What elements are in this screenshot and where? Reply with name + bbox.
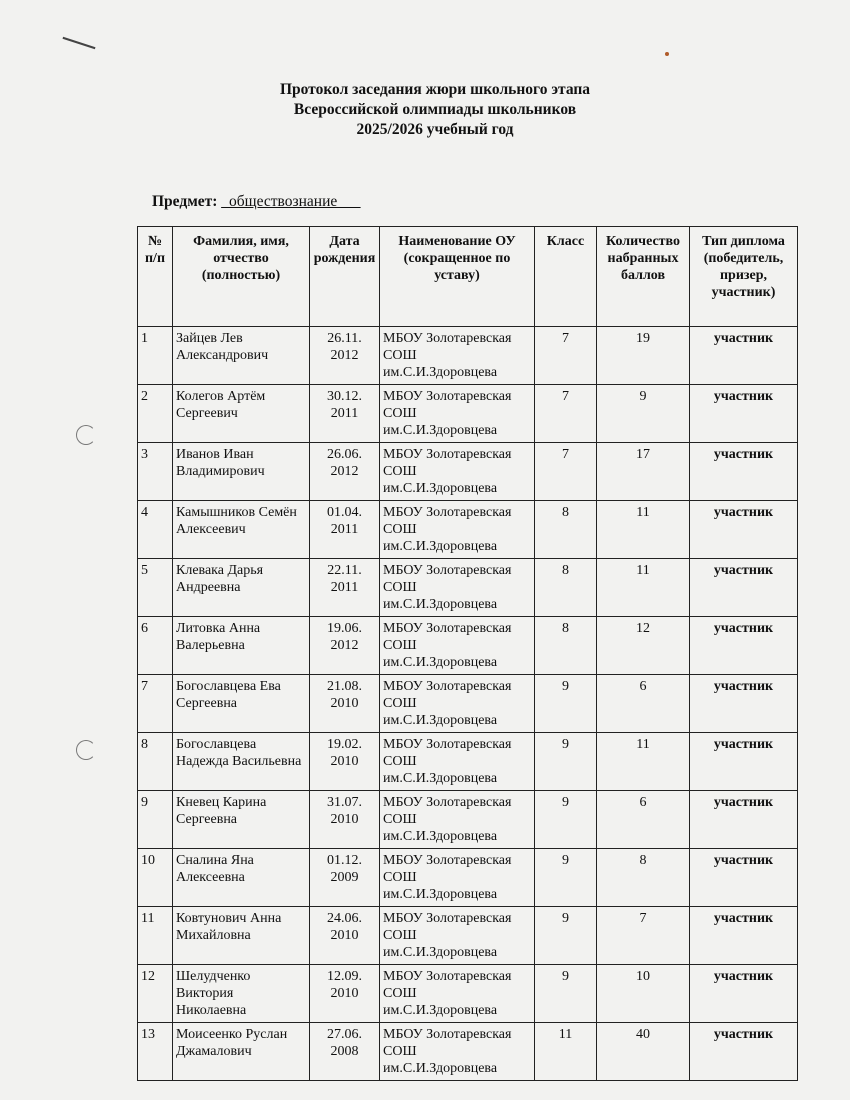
school-name-cell: МБОУ Золотаревская СОШ им.С.И.Здоровцева bbox=[380, 907, 535, 965]
table-row bbox=[138, 501, 798, 559]
punch-hole-mark bbox=[76, 425, 96, 445]
student-name-cell: Кневец Карина Сергеевна bbox=[173, 791, 310, 849]
birth-date-cell: 27.06. 2008 bbox=[310, 1023, 380, 1081]
birth-date-cell: 21.08. 2010 bbox=[310, 675, 380, 733]
ink-speck bbox=[665, 52, 669, 56]
header-num: № п/п bbox=[138, 227, 173, 327]
school-name-cell: МБОУ Золотаревская СОШ им.С.И.Здоровцева bbox=[380, 675, 535, 733]
row-number-cell: 4 bbox=[138, 501, 173, 559]
diploma-type-cell: участник bbox=[690, 1023, 798, 1081]
student-name-cell: Богославцева Надежда Васильевна bbox=[173, 733, 310, 791]
student-name-cell: Сналина Яна Алексеевна bbox=[173, 849, 310, 907]
birth-date-cell: 31.07. 2010 bbox=[310, 791, 380, 849]
row-number-cell: 2 bbox=[138, 385, 173, 443]
student-name-cell: Литовка Анна Валерьевна bbox=[173, 617, 310, 675]
birth-date-cell: 12.09. 2010 bbox=[310, 965, 380, 1023]
header-type: Тип диплома (победитель, призер, участник) bbox=[690, 227, 798, 327]
grade-cell: 9 bbox=[535, 849, 597, 907]
row-number-cell: 6 bbox=[138, 617, 173, 675]
diploma-type-cell: участник bbox=[690, 327, 798, 385]
grade-cell: 9 bbox=[535, 675, 597, 733]
score-cell: 6 bbox=[597, 791, 690, 849]
row-number-cell: 10 bbox=[138, 849, 173, 907]
diploma-type-cell: участник bbox=[690, 965, 798, 1023]
school-name-cell: МБОУ Золотаревская СОШ им.С.И.Здоровцева bbox=[380, 965, 535, 1023]
row-number-cell: 3 bbox=[138, 443, 173, 501]
birth-date-cell: 19.06. 2012 bbox=[310, 617, 380, 675]
school-name-cell: МБОУ Золотаревская СОШ им.С.И.Здоровцева bbox=[380, 791, 535, 849]
student-name-cell: Зайцев Лев Александрович bbox=[173, 327, 310, 385]
school-name-cell: МБОУ Золотаревская СОШ им.С.И.Здоровцева bbox=[380, 501, 535, 559]
birth-date-cell: 22.11. 2011 bbox=[310, 559, 380, 617]
pen-mark bbox=[63, 37, 96, 49]
student-name-cell: Моисеенко Руслан Джамалович bbox=[173, 1023, 310, 1081]
school-name-cell: МБОУ Золотаревская СОШ им.С.И.Здоровцева bbox=[380, 559, 535, 617]
table-row bbox=[138, 791, 798, 849]
row-number-cell: 11 bbox=[138, 907, 173, 965]
grade-cell: 11 bbox=[535, 1023, 597, 1081]
subject-label: Предмет: bbox=[152, 193, 218, 210]
diploma-type-cell: участник bbox=[690, 385, 798, 443]
subject-value: _обществознание___ bbox=[221, 193, 361, 210]
score-cell: 19 bbox=[597, 327, 690, 385]
diploma-type-cell: участник bbox=[690, 675, 798, 733]
table-row bbox=[138, 443, 798, 501]
birth-date-cell: 26.11. 2012 bbox=[310, 327, 380, 385]
header-name: Фамилия, имя, отчество (полностью) bbox=[173, 227, 310, 327]
diploma-type-cell: участник bbox=[690, 907, 798, 965]
score-cell: 6 bbox=[597, 675, 690, 733]
row-number-cell: 1 bbox=[138, 327, 173, 385]
student-name-cell: Ковтунович Анна Михайловна bbox=[173, 907, 310, 965]
school-name-cell: МБОУ Золотаревская СОШ им.С.И.Здоровцева bbox=[380, 733, 535, 791]
header-line-3: 2025/2026 учебный год bbox=[356, 121, 514, 138]
birth-date-cell: 19.02. 2010 bbox=[310, 733, 380, 791]
table-row bbox=[138, 849, 798, 907]
punch-hole-mark bbox=[76, 740, 96, 760]
table-row bbox=[138, 675, 798, 733]
row-number-cell: 13 bbox=[138, 1023, 173, 1081]
score-cell: 8 bbox=[597, 849, 690, 907]
score-cell: 7 bbox=[597, 907, 690, 965]
header-line-2: Всероссийской олимпиады школьников bbox=[293, 101, 577, 118]
school-name-cell: МБОУ Золотаревская СОШ им.С.И.Здоровцева bbox=[380, 849, 535, 907]
score-cell: 11 bbox=[597, 501, 690, 559]
score-cell: 10 bbox=[597, 965, 690, 1023]
score-cell: 17 bbox=[597, 443, 690, 501]
row-number-cell: 8 bbox=[138, 733, 173, 791]
student-name-cell: Колегов Артём Сергеевич bbox=[173, 385, 310, 443]
score-cell: 12 bbox=[597, 617, 690, 675]
table-row bbox=[138, 733, 798, 791]
diploma-type-cell: участник bbox=[690, 791, 798, 849]
grade-cell: 7 bbox=[535, 385, 597, 443]
score-cell: 11 bbox=[597, 733, 690, 791]
header-grade: Класс bbox=[535, 227, 597, 327]
diploma-type-cell: участник bbox=[690, 733, 798, 791]
table-row bbox=[138, 1023, 798, 1081]
row-number-cell: 7 bbox=[138, 675, 173, 733]
table-row bbox=[138, 327, 798, 385]
student-name-cell: Иванов Иван Владимирович bbox=[173, 443, 310, 501]
grade-cell: 7 bbox=[535, 327, 597, 385]
grade-cell: 8 bbox=[535, 617, 597, 675]
header-line-1: Протокол заседания жюри школьного этапа bbox=[279, 81, 591, 98]
student-name-cell: Клевака Дарья Андреевна bbox=[173, 559, 310, 617]
birth-date-cell: 26.06. 2012 bbox=[310, 443, 380, 501]
student-name-cell: Богославцева Ева Сергеевна bbox=[173, 675, 310, 733]
grade-cell: 8 bbox=[535, 501, 597, 559]
score-cell: 40 bbox=[597, 1023, 690, 1081]
table-row bbox=[138, 385, 798, 443]
diploma-type-cell: участник bbox=[690, 559, 798, 617]
diploma-type-cell: участник bbox=[690, 443, 798, 501]
diploma-type-cell: участник bbox=[690, 501, 798, 559]
table-row bbox=[138, 617, 798, 675]
table-row bbox=[138, 907, 798, 965]
score-cell: 11 bbox=[597, 559, 690, 617]
subject-line bbox=[152, 193, 361, 211]
row-number-cell: 12 bbox=[138, 965, 173, 1023]
student-name-cell: Камышников Семён Алексеевич bbox=[173, 501, 310, 559]
grade-cell: 9 bbox=[535, 965, 597, 1023]
diploma-type-cell: участник bbox=[690, 849, 798, 907]
school-name-cell: МБОУ Золотаревская СОШ им.С.И.Здоровцева bbox=[380, 385, 535, 443]
score-cell: 9 bbox=[597, 385, 690, 443]
grade-cell: 8 bbox=[535, 559, 597, 617]
grade-cell: 7 bbox=[535, 443, 597, 501]
grade-cell: 9 bbox=[535, 733, 597, 791]
school-name-cell: МБОУ Золотаревская СОШ им.С.И.Здоровцева bbox=[380, 1023, 535, 1081]
results-table bbox=[137, 226, 798, 1081]
table-row bbox=[138, 559, 798, 617]
birth-date-cell: 01.12. 2009 bbox=[310, 849, 380, 907]
birth-date-cell: 24.06. 2010 bbox=[310, 907, 380, 965]
grade-cell: 9 bbox=[535, 791, 597, 849]
grade-cell: 9 bbox=[535, 907, 597, 965]
school-name-cell: МБОУ Золотаревская СОШ им.С.И.Здоровцева bbox=[380, 443, 535, 501]
school-name-cell: МБОУ Золотаревская СОШ им.С.И.Здоровцева bbox=[380, 617, 535, 675]
table-row bbox=[138, 965, 798, 1023]
header-school: Наименование ОУ (сокращенное по уставу) bbox=[380, 227, 535, 327]
row-number-cell: 9 bbox=[138, 791, 173, 849]
row-number-cell: 5 bbox=[138, 559, 173, 617]
school-name-cell: МБОУ Золотаревская СОШ им.С.И.Здоровцева bbox=[380, 327, 535, 385]
table-header-row bbox=[138, 227, 798, 327]
document-header bbox=[215, 80, 655, 140]
header-score: Количество набранных баллов bbox=[597, 227, 690, 327]
student-name-cell: Шелудченко Виктория Николаевна bbox=[173, 965, 310, 1023]
table-body bbox=[138, 327, 798, 1081]
diploma-type-cell: участник bbox=[690, 617, 798, 675]
birth-date-cell: 30.12. 2011 bbox=[310, 385, 380, 443]
birth-date-cell: 01.04. 2011 bbox=[310, 501, 380, 559]
header-birth: Дата рождения bbox=[310, 227, 380, 327]
